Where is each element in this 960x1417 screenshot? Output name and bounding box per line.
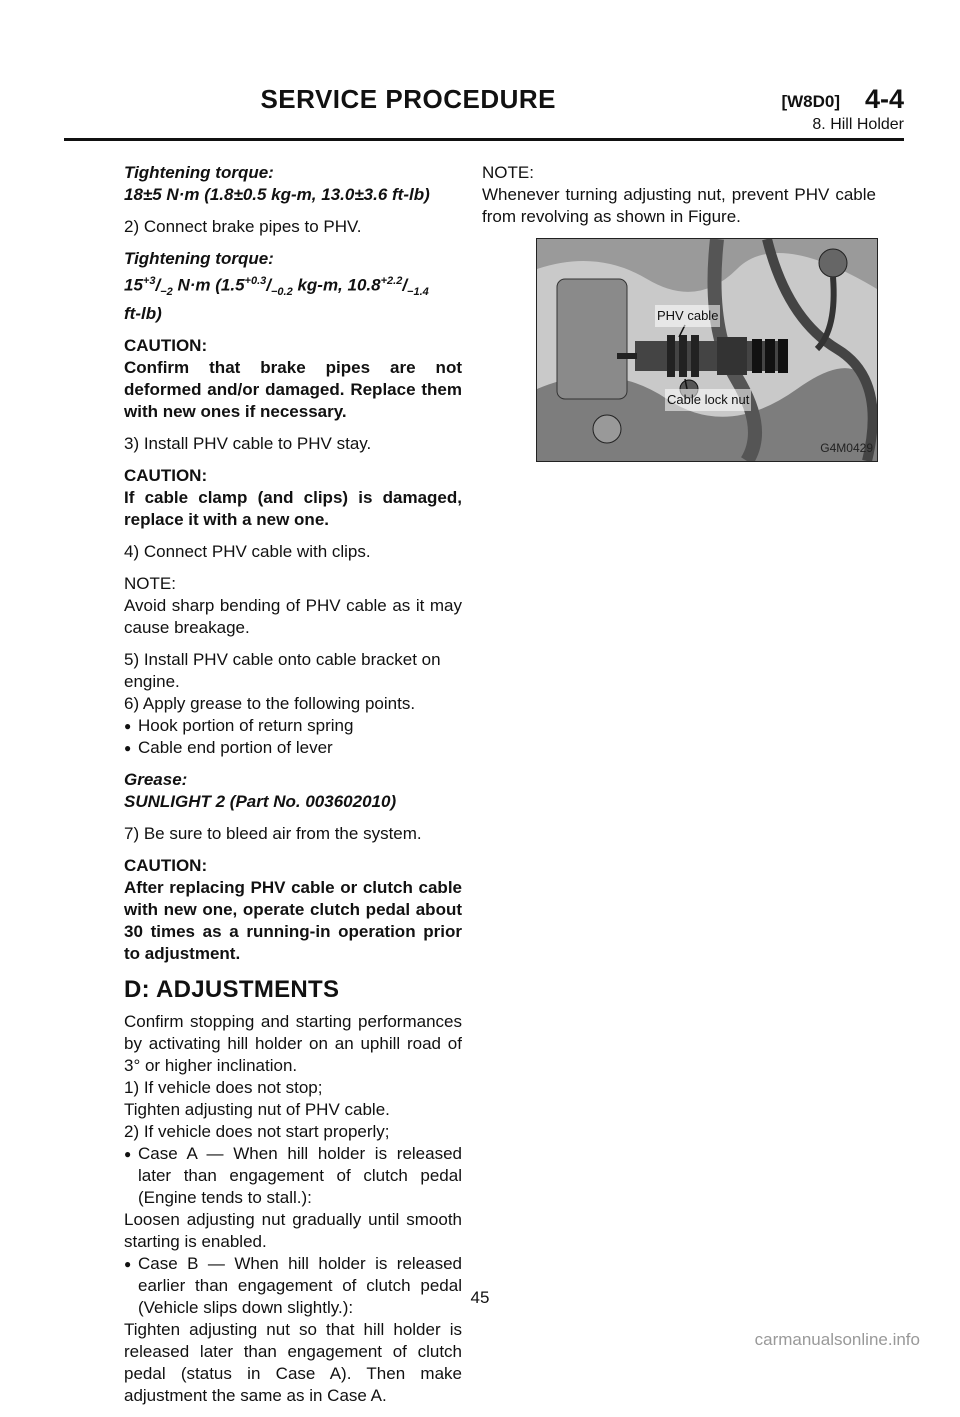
bullet-icon: ● xyxy=(124,719,132,734)
step-2: 2) Connect brake pipes to PHV. xyxy=(124,217,362,236)
adjustment-step-1-action: Tighten adjusting nut of PHV cable. xyxy=(124,1100,390,1120)
header-rule xyxy=(64,138,904,141)
bullet-item xyxy=(124,737,462,759)
step-7: 7) Be sure to bleed air from the system. xyxy=(124,824,422,844)
case-a-text: Case A — When hill holder is released later than engagement of clutch pedal (Engine tends to stall.): xyxy=(138,1144,462,1208)
torque-spec-2 xyxy=(124,248,462,325)
note-title: NOTE: xyxy=(482,163,534,182)
adjustment-step-2: 2) If vehicle does not start properly; xyxy=(124,1122,390,1142)
step-3: 3) Install PHV cable to PHV stay. xyxy=(124,434,372,454)
figure-illustration xyxy=(537,239,877,461)
adjustment-step-1: 1) If vehicle does not stop; xyxy=(124,1078,323,1098)
left-column xyxy=(124,162,462,1417)
case-a-item xyxy=(124,1143,462,1209)
caution-text: After replacing PHV cable or clutch cable with new one, operate clutch pedal about 30 times as a running-in operation prior to adjustment. xyxy=(124,878,462,964)
adjustments-body xyxy=(124,1011,462,1407)
figure-code: G4M0429 xyxy=(820,441,873,455)
caution-text: If cable clamp (and clips) is damaged, replace it with a new one. xyxy=(124,488,462,530)
caution-title: CAUTION: xyxy=(124,856,208,876)
case-b-action: Tighten adjusting nut so that hill holder is released later than engagement of clutch pedal (status in Case A). Then make adjustment the same as in Case A. xyxy=(124,1320,462,1406)
case-b-text: Case B — When hill holder is released earlier than engagement of clutch pedal (Vehicle slips down slightly.): xyxy=(138,1254,462,1318)
bullet-icon: ● xyxy=(124,1257,132,1272)
bullet-icon: ● xyxy=(124,1147,132,1162)
right-column xyxy=(482,162,876,462)
note-title: NOTE: xyxy=(124,574,176,594)
grease-value: SUNLIGHT 2 (Part No. 003602010) xyxy=(124,792,397,812)
step-6: 6) Apply grease to the following points. xyxy=(124,694,416,714)
caution-block-1 xyxy=(124,335,462,423)
page-header xyxy=(64,84,904,144)
bullet-icon: ● xyxy=(124,741,132,756)
torque-spec-title: Tightening torque: xyxy=(124,163,274,182)
watermark-text: carmanualsonline.info xyxy=(754,1330,920,1349)
bullet-text: Hook portion of return spring xyxy=(138,716,354,736)
bullet-item xyxy=(124,715,462,737)
torque-spec-value: $15^{+3}/_{-2}$ N·m ($1.5^{+0.3}/_{-0.2}$ kg-m, $10.8^{+2.2}/_{-1.4}$ xyxy=(124,275,429,299)
torque-spec-1 xyxy=(124,162,462,206)
torque-spec-value-cont: ft-lb) xyxy=(124,304,162,324)
page-number: 45 xyxy=(470,1288,490,1307)
torque-spec-value: 18±5 N·m (1.8±0.5 kg-m, 13.0±3.6 ft-lb) xyxy=(124,185,430,204)
caution-title: CAUTION: xyxy=(124,336,208,356)
caution-text: Confirm that brake pipes are not deformed and/or damaged. Replace them with new ones if necessary. xyxy=(124,358,462,422)
step-4: 4) Connect PHV cable with clips. xyxy=(124,542,371,562)
figure-label-phv-cable: PHV cable xyxy=(655,305,720,327)
case-a-action: Loosen adjusting nut gradually until smooth starting is enabled. xyxy=(124,1210,462,1252)
adjustments-heading: D: ADJUSTMENTS xyxy=(124,976,340,1004)
note-text: Avoid sharp bending of PHV cable as it may cause breakage. xyxy=(124,596,462,638)
step-5: 5) Install PHV cable onto cable bracket on engine. xyxy=(124,650,441,692)
steps-5-6 xyxy=(124,649,462,759)
header-title: SERVICE PROCEDURE xyxy=(260,84,556,114)
header-code: [W8D0] xyxy=(781,92,840,111)
figure-label-cable-lock-nut: Cable lock nut xyxy=(665,389,751,411)
torque-spec-title: Tightening torque: xyxy=(124,249,274,268)
note-block-2 xyxy=(482,162,876,228)
grease-spec xyxy=(124,769,462,813)
caution-block-2 xyxy=(124,465,462,531)
note-block-1 xyxy=(124,573,462,639)
caution-title: CAUTION: xyxy=(124,466,208,486)
note-text: Whenever turning adjusting nut, prevent PHV cable from revolving as shown in Figure. xyxy=(482,185,876,226)
header-section-number: 4-4 xyxy=(864,84,904,114)
caution-block-3 xyxy=(124,855,462,965)
bullet-text: Cable end portion of lever xyxy=(138,738,333,758)
adjustments-intro: Confirm stopping and starting performances by activating hill holder on an uphill road of 3° or higher inclination. xyxy=(124,1012,462,1076)
phv-cable-figure xyxy=(536,238,878,462)
case-b-item xyxy=(124,1253,462,1319)
grease-title: Grease: xyxy=(124,770,188,790)
header-subsection: 8. Hill Holder xyxy=(812,116,904,133)
